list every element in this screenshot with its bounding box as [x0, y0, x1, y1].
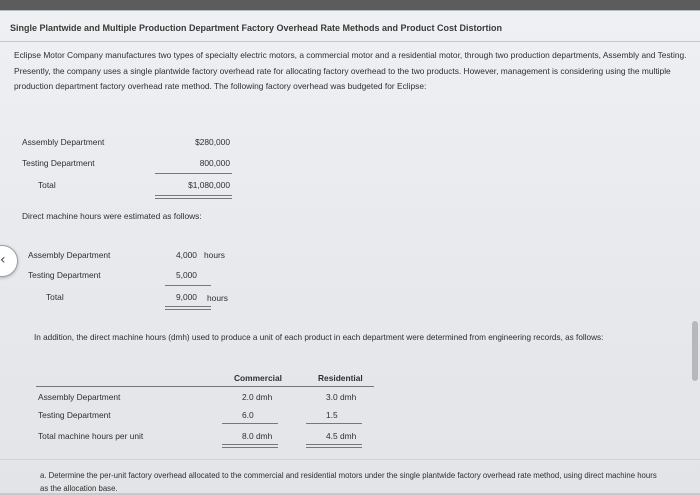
page-scrollbar[interactable]: [692, 321, 698, 381]
dmh-header-commercial: Commercial: [234, 373, 282, 383]
mh-total-unit: hours: [207, 293, 228, 303]
chevron-left-icon: ‹: [0, 252, 6, 268]
dmh-testing-commercial: 6.0: [242, 410, 254, 420]
dmh-assembly-commercial: 2.0 dmh: [242, 392, 273, 402]
problem-title: Single Plantwide and Multiple Production Department Factory Overhead Rate Methods and Product Cost Distortion: [10, 23, 503, 33]
title-divider: [0, 41, 700, 42]
dmh-assembly-residential: 3.0 dmh: [326, 392, 357, 402]
browser-top-bar: [0, 0, 700, 10]
overhead-underline: [155, 173, 232, 174]
previous-page-button[interactable]: [0, 245, 18, 277]
dmh-intro-paragraph: In addition, the direct machine hours (dmh) used to produce a unit of each product in each department were determined from engineering records, as follows:: [34, 333, 604, 342]
mh-testing-label: Testing Department: [28, 270, 101, 280]
overhead-assembly-label: Assembly Department: [22, 137, 105, 147]
dmh-total-residential: 4.5 dmh: [326, 431, 357, 441]
question-separator: [0, 459, 700, 460]
question-a-text: a. Determine the per-unit factory overhead allocated to the commercial and residential motors under the single plantwide factory overhead rate method, using direct machine hours as the allocation base.: [40, 471, 657, 493]
mh-assembly-value: 4,000: [176, 250, 197, 260]
dmh-assembly-label: Assembly Department: [38, 392, 121, 402]
dmh-total-label: Total machine hours per unit: [38, 431, 144, 441]
overhead-testing-value: 800,000: [199, 158, 230, 168]
mh-testing-value: 5,000: [176, 270, 197, 280]
machine-hours-intro: Direct machine hours were estimated as follows:: [22, 211, 202, 221]
mh-underline: [165, 285, 211, 286]
dmh-total-commercial: 8.0 dmh: [242, 431, 273, 441]
intro-paragraph: Eclipse Motor Company manufactures two types of specialty electric motors, a commercial motor and a residential motor, through two production departments, Assembly and Testing. Presently, the company uses a single plantwide factory overhead rate for allocating factory overhead to the two products. However, management is considering using the multiple production department factory overhead rate method. The following factory overhead was budgeted for Eclipse:: [14, 50, 687, 91]
overhead-assembly-value: $280,000: [195, 137, 230, 147]
dmh-residential-double-underline: [306, 444, 362, 448]
mh-total-value: 9,000: [176, 292, 197, 302]
dmh-header-residential: Residential: [318, 373, 363, 383]
dmh-header-rule: [36, 386, 374, 387]
dmh-testing-label: Testing Department: [38, 410, 111, 420]
mh-double-underline: [165, 306, 211, 310]
dmh-residential-underline: [306, 423, 362, 424]
dmh-commercial-double-underline: [222, 444, 278, 448]
mh-assembly-label: Assembly Department: [28, 250, 111, 260]
dmh-commercial-underline: [222, 423, 278, 424]
dmh-testing-residential: 1.5: [326, 410, 338, 420]
overhead-total-value: $1,080,000: [188, 180, 230, 190]
overhead-double-underline: [155, 195, 232, 199]
problem-page: [0, 10, 700, 493]
mh-assembly-unit: hours: [204, 250, 225, 260]
overhead-testing-label: Testing Department: [22, 158, 95, 168]
overhead-total-label: Total: [38, 180, 56, 190]
mh-total-label: Total: [46, 292, 64, 302]
